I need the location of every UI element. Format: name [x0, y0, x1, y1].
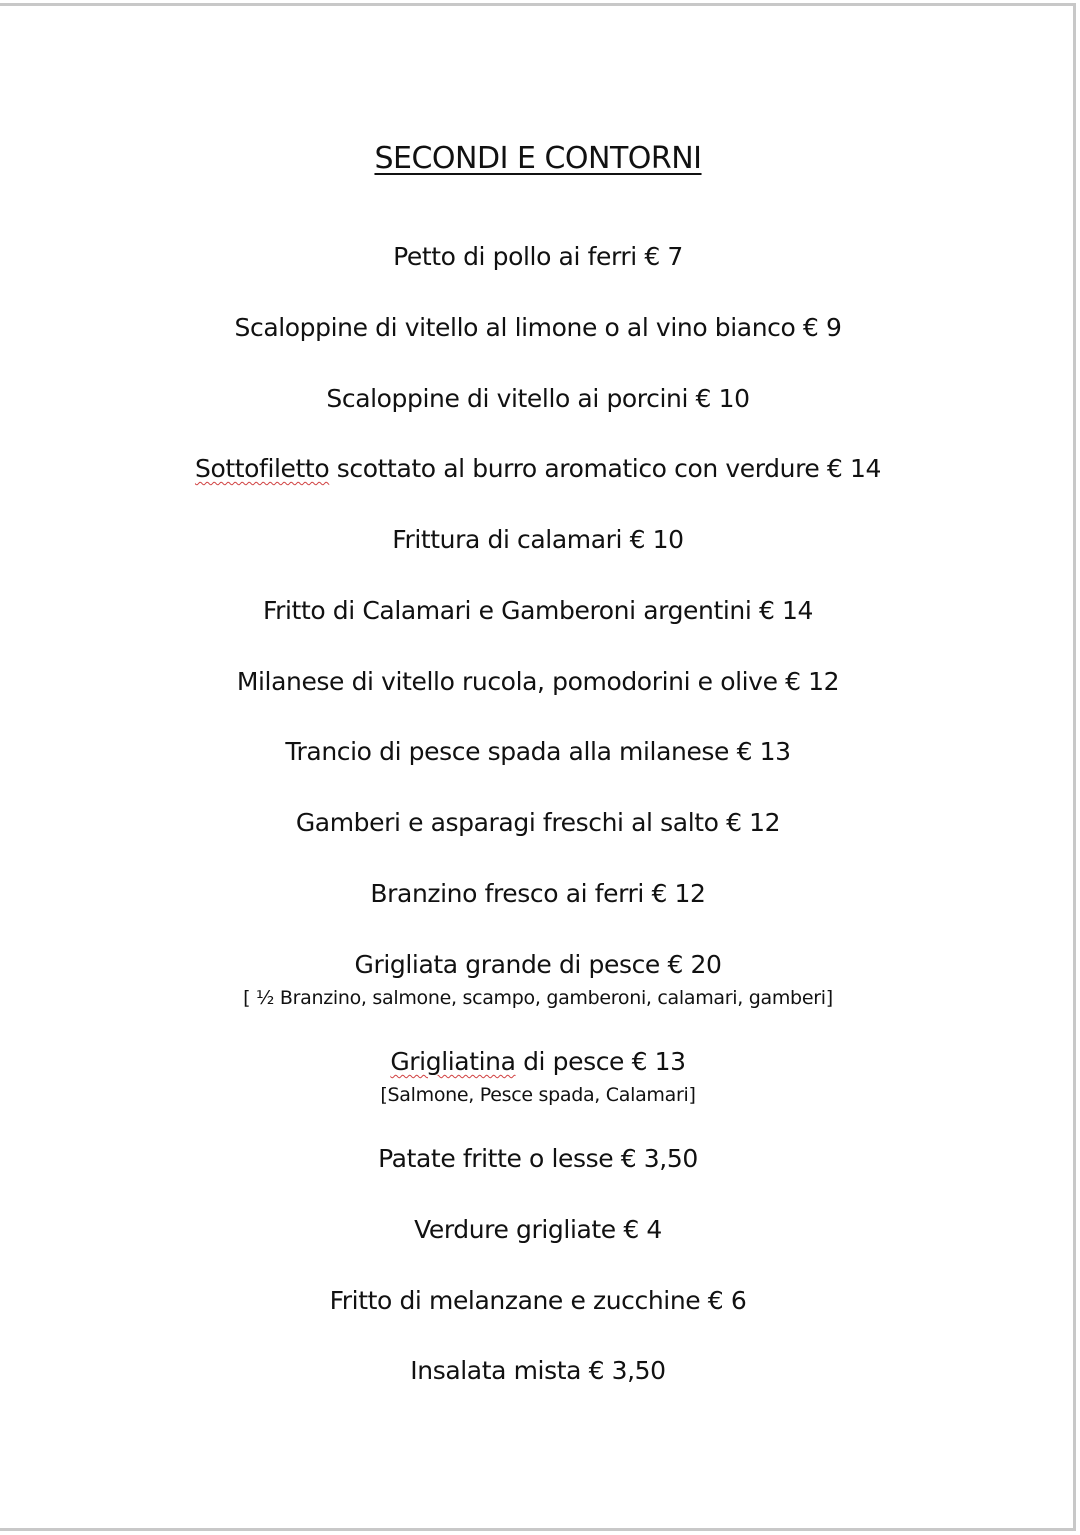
menu-item [0, 453, 1076, 485]
menu-item: Branzino fresco ai ferri € 12 [370, 879, 706, 908]
menu-item-text: scottato al burro aromatico con verdure € 14 [329, 454, 881, 483]
menu-item: Trancio di pesce spada alla milanese € 13 [285, 737, 791, 766]
menu-item: Milanese di vitello rucola, pomodorini e olive € 12 [236, 667, 840, 696]
menu-item: Frittura di calamari € 10 [392, 525, 684, 554]
menu-item: Verdure grigliate € 4 [414, 1215, 662, 1244]
document-page [0, 3, 1076, 1531]
menu-item: Fritto di Calamari e Gamberoni argentini € 14 [262, 596, 814, 625]
menu-item: Gamberi e asparagi freschi al salto € 12 [295, 808, 781, 837]
menu-item: Scaloppine di vitello al limone o al vino bianco € 9 [234, 313, 842, 342]
menu-item-description: [Salmone, Pesce spada, Calamari] [380, 1084, 696, 1106]
title-text: SECONDI E CONTORNI [374, 141, 702, 176]
menu-item: Patate fritte o lesse € 3,50 [378, 1144, 698, 1173]
menu-item: Fritto di melanzane e zucchine € 6 [329, 1286, 747, 1315]
spellcheck-flagged-word[interactable]: Sottofiletto [194, 454, 330, 483]
menu-item: Petto di pollo ai ferri € 7 [393, 242, 683, 271]
page-title [0, 139, 1076, 179]
menu-item [0, 1046, 1076, 1078]
menu-item: Scaloppine di vitello ai porcini € 10 [326, 384, 750, 413]
menu-item: Insalata mista € 3,50 [410, 1356, 666, 1385]
menu-item: Grigliata grande di pesce € 20 [354, 950, 722, 979]
menu-item-text: di pesce € 13 [515, 1047, 686, 1076]
menu-item-description: [ ½ Branzino, salmone, scampo, gamberoni, calamari, gamberi] [243, 987, 833, 1009]
spellcheck-flagged-word[interactable]: Grigliatina [390, 1047, 516, 1076]
